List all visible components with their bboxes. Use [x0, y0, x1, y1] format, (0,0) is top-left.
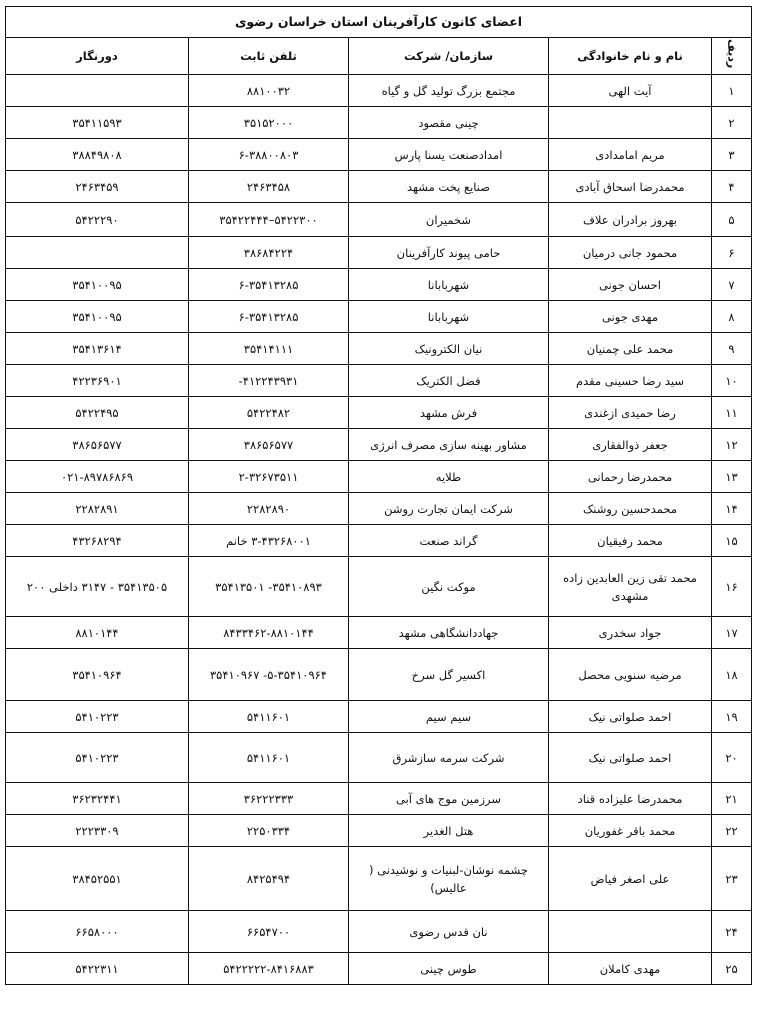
cell-name: علی اصغر فیاض: [549, 847, 712, 911]
cell-name: محمد علی چمنیان: [549, 333, 712, 365]
cell-org: مجتمع بزرگ تولید گل و گیاه: [349, 75, 549, 107]
table-row: [5, 815, 751, 847]
table-row: [5, 557, 751, 617]
cell-fax: ۴۳۲۶۸۲۹۴: [5, 525, 188, 557]
table-row: [5, 365, 751, 397]
cell-name: احمد صلواتی نیک: [549, 701, 712, 733]
cell-num: ۱۸: [712, 649, 752, 701]
cell-num: ۱۳: [712, 461, 752, 493]
cell-num: ۸: [712, 301, 752, 333]
cell-fax: ۳۸۶۵۶۵۷۷: [5, 429, 188, 461]
cell-num: ۱۷: [712, 617, 752, 649]
table-row: [5, 269, 751, 301]
cell-name: محمدرضا علیزاده قناد: [549, 783, 712, 815]
cell-name: محمد باقر غفوریان: [549, 815, 712, 847]
cell-name: بهروز برادران علاف: [549, 203, 712, 237]
cell-num: ۱: [712, 75, 752, 107]
cell-num: ۱۴: [712, 493, 752, 525]
cell-num: ۳: [712, 139, 752, 171]
cell-org: مشاور بهینه سازی مصرف انرژی: [349, 429, 549, 461]
cell-org: امدادصنعت یسنا پارس: [349, 139, 549, 171]
cell-org: اکسیر گل سرخ: [349, 649, 549, 701]
cell-num: ۵: [712, 203, 752, 237]
cell-fax: ۲۴۶۳۴۵۹: [5, 171, 188, 203]
cell-fax: [5, 237, 188, 269]
cell-name: مریم امامدادی: [549, 139, 712, 171]
cell-name: محمدرضا رحمانی: [549, 461, 712, 493]
cell-fax: ۸۸۱۰۱۴۴: [5, 617, 188, 649]
cell-phone: ۵۴۲۲۲۲۲-۸۴۱۶۸۸۳: [189, 953, 349, 985]
cell-phone: ۳۸۶۵۶۵۷۷: [189, 429, 349, 461]
cell-num: ۲۵: [712, 953, 752, 985]
cell-org: طلایه: [349, 461, 549, 493]
cell-num: ۱۹: [712, 701, 752, 733]
cell-org: شرکت سرمه سازشرق: [349, 733, 549, 783]
cell-org: حامی پیوند کارآفرینان: [349, 237, 549, 269]
table-body: [5, 75, 751, 985]
cell-phone: ۶-۳۵۴۱۳۲۸۵: [189, 301, 349, 333]
table-row: [5, 783, 751, 815]
cell-org: شخمیران: [349, 203, 549, 237]
table-row: [5, 139, 751, 171]
cell-org: نان قدس رضوی: [349, 911, 549, 953]
cell-org: هتل الغدیر: [349, 815, 549, 847]
cell-org: جهاددانشگاهی مشهد: [349, 617, 549, 649]
table-row: [5, 847, 751, 911]
cell-phone: ۳۵۱۵۲۰۰۰: [189, 107, 349, 139]
table-row: [5, 333, 751, 365]
cell-name: مهدی کاملان: [549, 953, 712, 985]
cell-phone: ۸۸۱۰۰۳۲: [189, 75, 349, 107]
table-row: [5, 525, 751, 557]
header-row: [5, 38, 751, 75]
cell-fax: [5, 75, 188, 107]
table-row: [5, 397, 751, 429]
cell-phone: ۸۴۲۵۴۹۴: [189, 847, 349, 911]
cell-phone: ۵-۳۵۴۱۰۹۶۴- ۳۵۴۱۰۹۶۷: [189, 649, 349, 701]
cell-phone: ۸۴۳۳۴۶۲-۸۸۱۰۱۴۴: [189, 617, 349, 649]
cell-fax: ۳۶۲۳۲۴۴۱: [5, 783, 188, 815]
cell-num: ۷: [712, 269, 752, 301]
cell-phone: ۶۶۵۴۷۰۰: [189, 911, 349, 953]
cell-num: ۹: [712, 333, 752, 365]
cell-phone: ۶-۳۸۸۰۰۸۰۳: [189, 139, 349, 171]
cell-name: محمدرضا اسحاق آبادی: [549, 171, 712, 203]
cell-phone: ۲۲۵۰۳۳۴: [189, 815, 349, 847]
table-row: [5, 171, 751, 203]
cell-fax: ۴۲۲۳۶۹۰۱: [5, 365, 188, 397]
cell-name: محمدحسین روشنک: [549, 493, 712, 525]
table-row: [5, 911, 751, 953]
cell-org: چینی مقصود: [349, 107, 549, 139]
cell-num: ۴: [712, 171, 752, 203]
cell-num: ۲: [712, 107, 752, 139]
cell-org: سیم سیم: [349, 701, 549, 733]
cell-phone: ۳۵۴۱۰۸۹۳- ۳۵۴۱۳۵۰۱: [189, 557, 349, 617]
cell-name: سید رضا حسینی مقدم: [549, 365, 712, 397]
cell-org: فضل الکتریک: [349, 365, 549, 397]
cell-phone: ۵۴۲۲۴۸۲: [189, 397, 349, 429]
cell-org: طوس چینی: [349, 953, 549, 985]
cell-phone: ۳۶۲۲۲۳۳۳: [189, 783, 349, 815]
cell-name: مرضیه سنویی محصل: [549, 649, 712, 701]
cell-name: جعفر ذوالفقاری: [549, 429, 712, 461]
cell-num: ۲۲: [712, 815, 752, 847]
cell-org: شهربابانا: [349, 269, 549, 301]
cell-fax: ۲۲۲۳۳۰۹: [5, 815, 188, 847]
cell-num: ۱۱: [712, 397, 752, 429]
cell-name: محمود جانی درمیان: [549, 237, 712, 269]
cell-org: شرکت ایمان تجارت روشن: [349, 493, 549, 525]
cell-phone: ۲۲۸۲۸۹۰: [189, 493, 349, 525]
table-row: [5, 301, 751, 333]
cell-fax: ۳۵۴۱۰۰۹۵: [5, 269, 188, 301]
cell-num: ۱۵: [712, 525, 752, 557]
cell-num: ۶: [712, 237, 752, 269]
cell-fax: ۳۵۴۱۳۵۰۵ - ۳۱۴۷ داخلی ۲۰۰: [5, 557, 188, 617]
cell-org: گراند صنعت: [349, 525, 549, 557]
table-row: [5, 649, 751, 701]
table-row: [5, 107, 751, 139]
cell-num: ۱۲: [712, 429, 752, 461]
cell-org: صنایع پخت مشهد: [349, 171, 549, 203]
table-row: [5, 237, 751, 269]
table-row: [5, 429, 751, 461]
cell-fax: ۳۵۴۱۰۰۹۵: [5, 301, 188, 333]
cell-fax: ۵۴۲۲۲۹۰: [5, 203, 188, 237]
cell-name: [549, 911, 712, 953]
cell-num: ۱۶: [712, 557, 752, 617]
cell-fax: ۳۵۴۱۳۶۱۴: [5, 333, 188, 365]
cell-phone: ۵۴۲۲۳۰۰–۳۵۴۲۲۴۴۴: [189, 203, 349, 237]
cell-name: آیت الهی: [549, 75, 712, 107]
cell-name: محمد رفیقیان: [549, 525, 712, 557]
cell-name: محمد تقی زین العابدین زاده مشهدی: [549, 557, 712, 617]
cell-fax: ۳۸۸۴۹۸۰۸: [5, 139, 188, 171]
cell-phone: ۴۱۲۲۴۳۹۳۱-: [189, 365, 349, 397]
table-row: [5, 617, 751, 649]
cell-num: ۱۰: [712, 365, 752, 397]
cell-phone: ۵۴۱۱۶۰۱: [189, 701, 349, 733]
table-title: اعضای کانون کارآفرینان استان خراسان رضوی: [5, 7, 751, 38]
cell-fax: ۵۴۲۲۴۹۵: [5, 397, 188, 429]
cell-phone: ۵۴۱۱۶۰۱: [189, 733, 349, 783]
cell-fax: ۳۵۴۱۰۹۶۴: [5, 649, 188, 701]
cell-phone: ۶-۳۵۴۱۳۲۸۵: [189, 269, 349, 301]
table-row: [5, 203, 751, 237]
header-num: ردیف: [712, 38, 752, 75]
cell-name: احسان جونی: [549, 269, 712, 301]
cell-org: فرش مشهد: [349, 397, 549, 429]
cell-org: شهربابانا: [349, 301, 549, 333]
cell-fax: ۳۵۴۱۱۵۹۳: [5, 107, 188, 139]
cell-org: چشمه نوشان-لبنیات و نوشیدنی ( عالیس): [349, 847, 549, 911]
cell-fax: ۳۸۴۵۲۵۵۱: [5, 847, 188, 911]
cell-phone: ۳۸۶۸۴۲۲۴: [189, 237, 349, 269]
document-page: [6, 6, 752, 985]
header-phone: تلفن ثابت: [189, 38, 349, 75]
table-row: [5, 461, 751, 493]
cell-fax: ۶۶۵۸۰۰۰: [5, 911, 188, 953]
cell-phone: ۳۵۴۱۴۱۱۱: [189, 333, 349, 365]
cell-fax: ۵۴۲۲۳۱۱: [5, 953, 188, 985]
cell-num: ۲۳: [712, 847, 752, 911]
cell-name: احمد صلواتی نیک: [549, 733, 712, 783]
cell-name: جواد سخدری: [549, 617, 712, 649]
header-org: سازمان/ شرکت: [349, 38, 549, 75]
header-name: نام و نام خانوادگی: [549, 38, 712, 75]
table-row: [5, 733, 751, 783]
cell-phone: ۲۴۶۳۴۵۸: [189, 171, 349, 203]
cell-phone: ۳-۴۳۲۶۸۰۰۱ خانم: [189, 525, 349, 557]
cell-name: رضا حمیدی ازغندی: [549, 397, 712, 429]
cell-fax: ۰۲۱-۸۹۷۸۶۸۶۹: [5, 461, 188, 493]
cell-fax: ۵۴۱۰۲۲۳: [5, 701, 188, 733]
cell-org: موکت نگین: [349, 557, 549, 617]
header-fax: دورنگار: [5, 38, 188, 75]
cell-fax: ۵۴۱۰۲۲۳: [5, 733, 188, 783]
table-row: [5, 493, 751, 525]
members-table: [5, 6, 752, 985]
cell-num: ۲۰: [712, 733, 752, 783]
cell-org: نیان الکترونیک: [349, 333, 549, 365]
cell-phone: ۲-۳۲۶۷۳۵۱۱: [189, 461, 349, 493]
cell-name: [549, 107, 712, 139]
cell-org: سرزمین موج های آبی: [349, 783, 549, 815]
cell-name: مهدی جونی: [549, 301, 712, 333]
cell-num: ۲۴: [712, 911, 752, 953]
table-row: [5, 701, 751, 733]
table-row: [5, 75, 751, 107]
cell-fax: ۲۲۸۲۸۹۱: [5, 493, 188, 525]
table-row: [5, 953, 751, 985]
cell-num: ۲۱: [712, 783, 752, 815]
